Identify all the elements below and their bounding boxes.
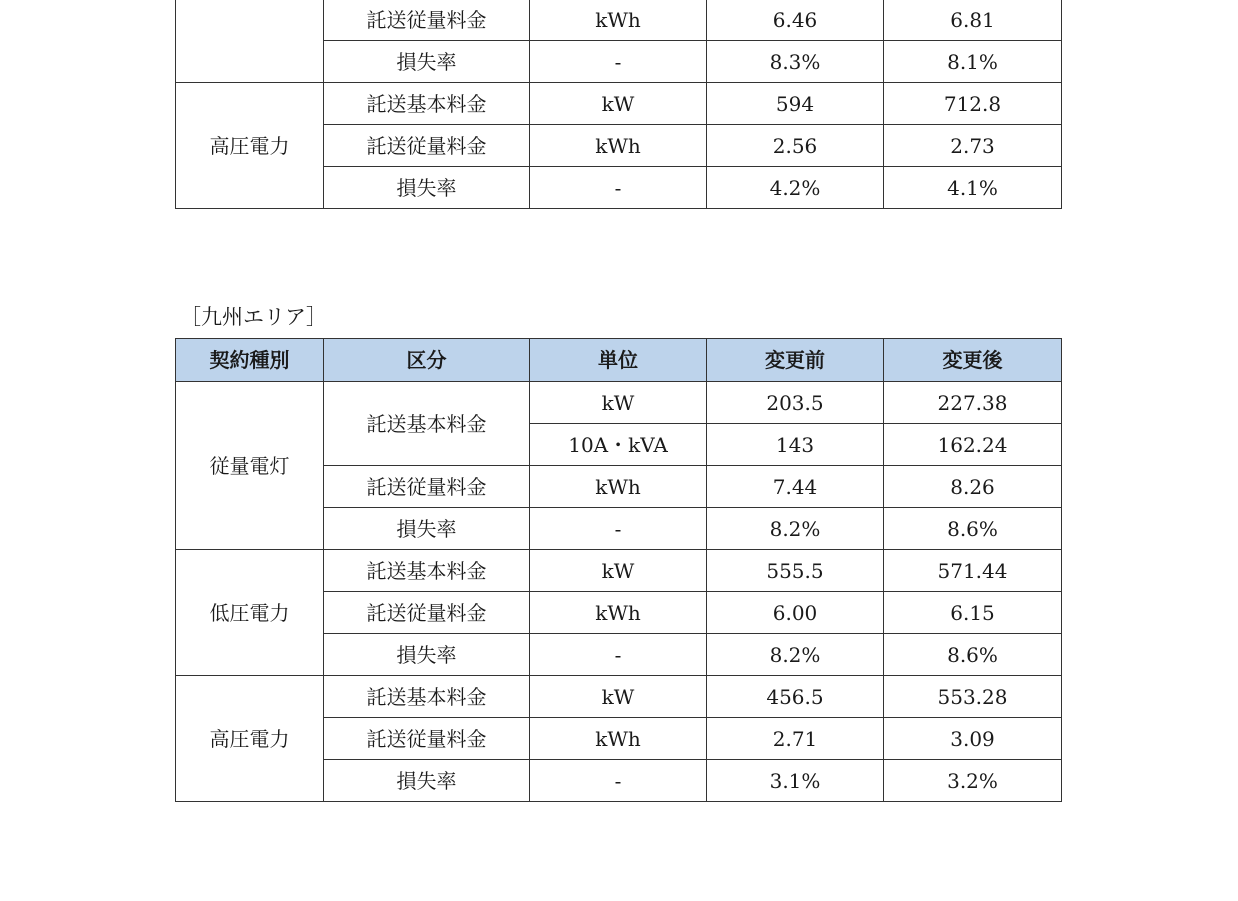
category-cell: 託送基本料金 xyxy=(324,676,530,718)
unit-cell: kW xyxy=(530,382,707,424)
header-unit: 単位 xyxy=(530,339,707,382)
after-value-cell: 2.73 xyxy=(884,125,1062,167)
category-cell: 損失率 xyxy=(324,508,530,550)
header-contract-type: 契約種別 xyxy=(176,339,324,382)
unit-cell: - xyxy=(530,508,707,550)
before-value-cell: 7.44 xyxy=(707,466,884,508)
before-value-cell: 456.5 xyxy=(707,676,884,718)
before-value-cell: 594 xyxy=(707,83,884,125)
after-value-cell: 6.81 xyxy=(884,0,1062,41)
unit-cell: kWh xyxy=(530,718,707,760)
table-row xyxy=(176,382,1062,424)
kyushu-area-heading: ［九州エリア］ xyxy=(180,305,327,329)
category-cell: 託送従量料金 xyxy=(324,718,530,760)
unit-cell: - xyxy=(530,41,707,83)
table-row xyxy=(176,550,1062,592)
header-before: 変更前 xyxy=(707,339,884,382)
category-cell: 託送基本料金 xyxy=(324,550,530,592)
category-cell: 損失率 xyxy=(324,167,530,209)
before-value-cell: 3.1% xyxy=(707,760,884,802)
contract-type-cell: 低圧電力 xyxy=(176,550,324,676)
unit-cell: kWh xyxy=(530,466,707,508)
after-value-cell: 4.1% xyxy=(884,167,1062,209)
after-value-cell: 162.24 xyxy=(884,424,1062,466)
unit-cell: kW xyxy=(530,676,707,718)
before-value-cell: 8.2% xyxy=(707,508,884,550)
after-value-cell: 8.6% xyxy=(884,508,1062,550)
before-value-cell: 4.2% xyxy=(707,167,884,209)
before-value-cell: 6.46 xyxy=(707,0,884,41)
header-category: 区分 xyxy=(324,339,530,382)
before-value-cell: 203.5 xyxy=(707,382,884,424)
before-value-cell: 555.5 xyxy=(707,550,884,592)
header-after: 変更後 xyxy=(884,339,1062,382)
before-value-cell: 6.00 xyxy=(707,592,884,634)
after-value-cell: 8.26 xyxy=(884,466,1062,508)
category-cell: 損失率 xyxy=(324,760,530,802)
contract-type-cell: 高圧電力 xyxy=(176,83,324,209)
category-cell: 託送従量料金 xyxy=(324,125,530,167)
unit-cell: kW xyxy=(530,83,707,125)
after-value-cell: 553.28 xyxy=(884,676,1062,718)
after-value-cell: 6.15 xyxy=(884,592,1062,634)
category-cell: 託送従量料金 xyxy=(324,0,530,41)
unit-cell: - xyxy=(530,634,707,676)
kyushu-area-table xyxy=(175,338,1062,802)
category-cell: 託送従量料金 xyxy=(324,466,530,508)
after-value-cell: 8.1% xyxy=(884,41,1062,83)
table-row xyxy=(176,83,1062,125)
category-cell: 託送従量料金 xyxy=(324,592,530,634)
unit-cell: kWh xyxy=(530,592,707,634)
after-value-cell: 3.09 xyxy=(884,718,1062,760)
after-value-cell: 227.38 xyxy=(884,382,1062,424)
category-cell: 損失率 xyxy=(324,634,530,676)
contract-type-cell: 従量電灯 xyxy=(176,382,324,550)
before-value-cell: 2.56 xyxy=(707,125,884,167)
after-value-cell: 571.44 xyxy=(884,550,1062,592)
unit-cell: kW xyxy=(530,550,707,592)
category-cell: 損失率 xyxy=(324,41,530,83)
contract-type-cell xyxy=(176,0,324,83)
unit-cell: - xyxy=(530,167,707,209)
after-value-cell: 3.2% xyxy=(884,760,1062,802)
previous-area-table xyxy=(175,0,1062,209)
table-row xyxy=(176,0,1062,41)
unit-cell: 10A・kVA xyxy=(530,424,707,466)
after-value-cell: 712.8 xyxy=(884,83,1062,125)
table-row xyxy=(176,676,1062,718)
unit-cell: kWh xyxy=(530,125,707,167)
before-value-cell: 8.3% xyxy=(707,41,884,83)
before-value-cell: 143 xyxy=(707,424,884,466)
before-value-cell: 2.71 xyxy=(707,718,884,760)
table-header-row xyxy=(176,339,1062,382)
category-cell: 託送基本料金 xyxy=(324,382,530,466)
unit-cell: kWh xyxy=(530,0,707,41)
contract-type-cell: 高圧電力 xyxy=(176,676,324,802)
category-cell: 託送基本料金 xyxy=(324,83,530,125)
before-value-cell: 8.2% xyxy=(707,634,884,676)
unit-cell: - xyxy=(530,760,707,802)
after-value-cell: 8.6% xyxy=(884,634,1062,676)
